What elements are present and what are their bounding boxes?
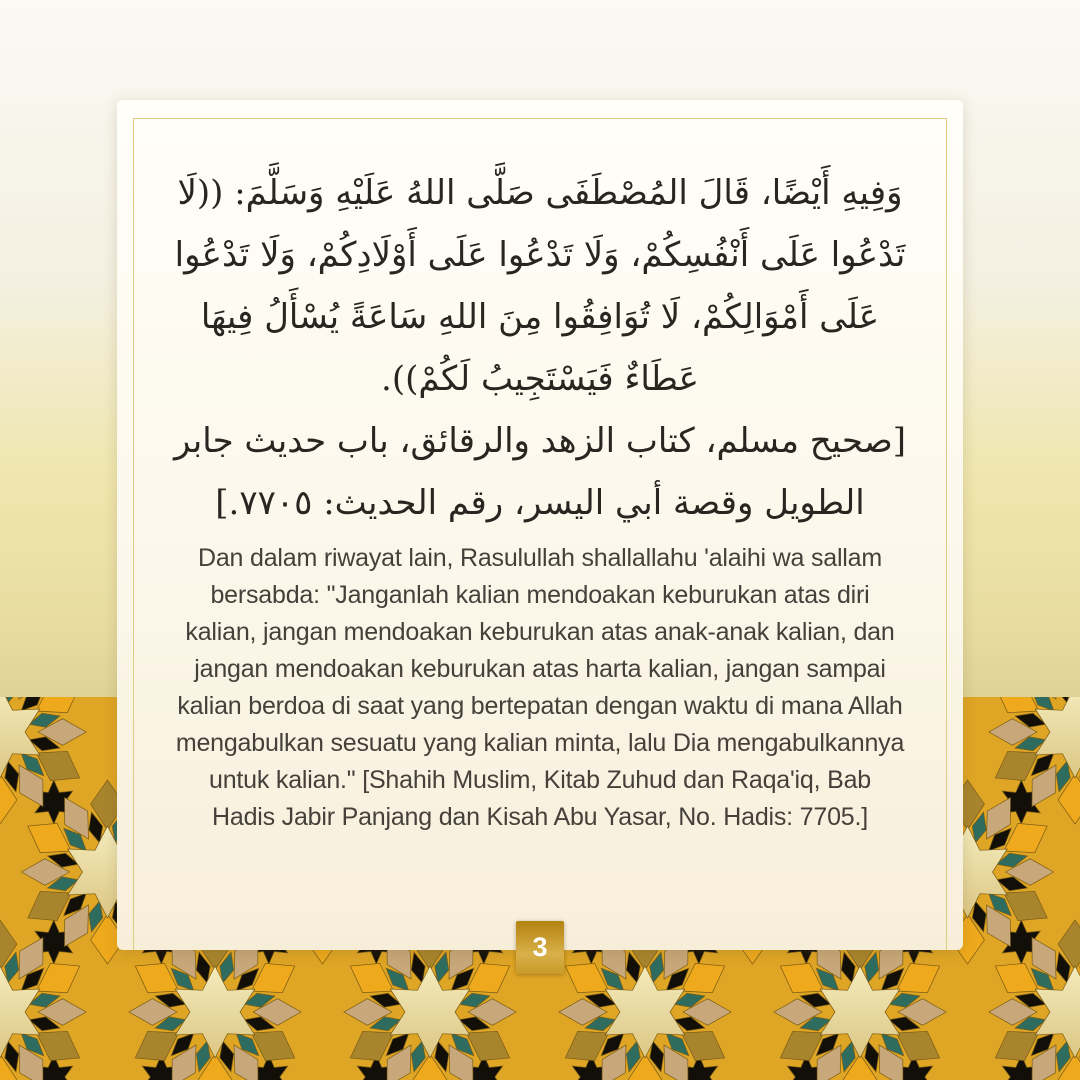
page-number-badge: 3 [516,921,564,974]
arabic-source-citation: [صحيح مسلم، كتاب الزهد والرقائق، باب حديث جابر الطويل وقصة أبي اليسر، رقم الحديث: ٧٧٠٥.] [173,421,907,523]
arabic-hadith-text: وَفِيهِ أَيْضًا، قَالَ المُصْطَفَى صَلَّى اللهُ عَلَيْهِ وَسَلَّمَ: ((لَا تَدْعُوا عَلَى أَنْفُسِكُمْ، وَلَا تَدْعُوا عَلَى أَوْلَادِكُمْ، وَلَا تَدْعُوا عَلَى أَمْوَالِكُمْ، لَا تُوَافِقُوا مِنَ اللهِ سَاعَةً يُسْأَلُ فِيهَا عَطَاءٌ فَيَسْتَجِيبُ لَكُمْ)). [174,173,906,399]
indonesian-translation-text: Dan dalam riwayat lain, Rasulullah shallallahu 'alaihi wa sallam bersabda: "Janganlah kalian mendoakan keburukan atas diri kalian, jangan mendoakan keburukan atas anak-anak kalian, dan jangan mendoakan keburukan atas harta kalian, jangan sampai kalian berdoa di saat yang bertepatan dengan waktu di mana Allah mengabulkan sesuatu yang kalian minta, lalu Dia mengabulkannya untuk kalian." [Shahih Muslim, Kitab Zuhud dan Raqa'iq, Bab Hadis Jabir Panjang dan Kisah Abu Yasar, No. Hadis: 7705.] [175,544,905,831]
arabic-text-block [173,162,907,534]
hadith-card [117,100,963,950]
